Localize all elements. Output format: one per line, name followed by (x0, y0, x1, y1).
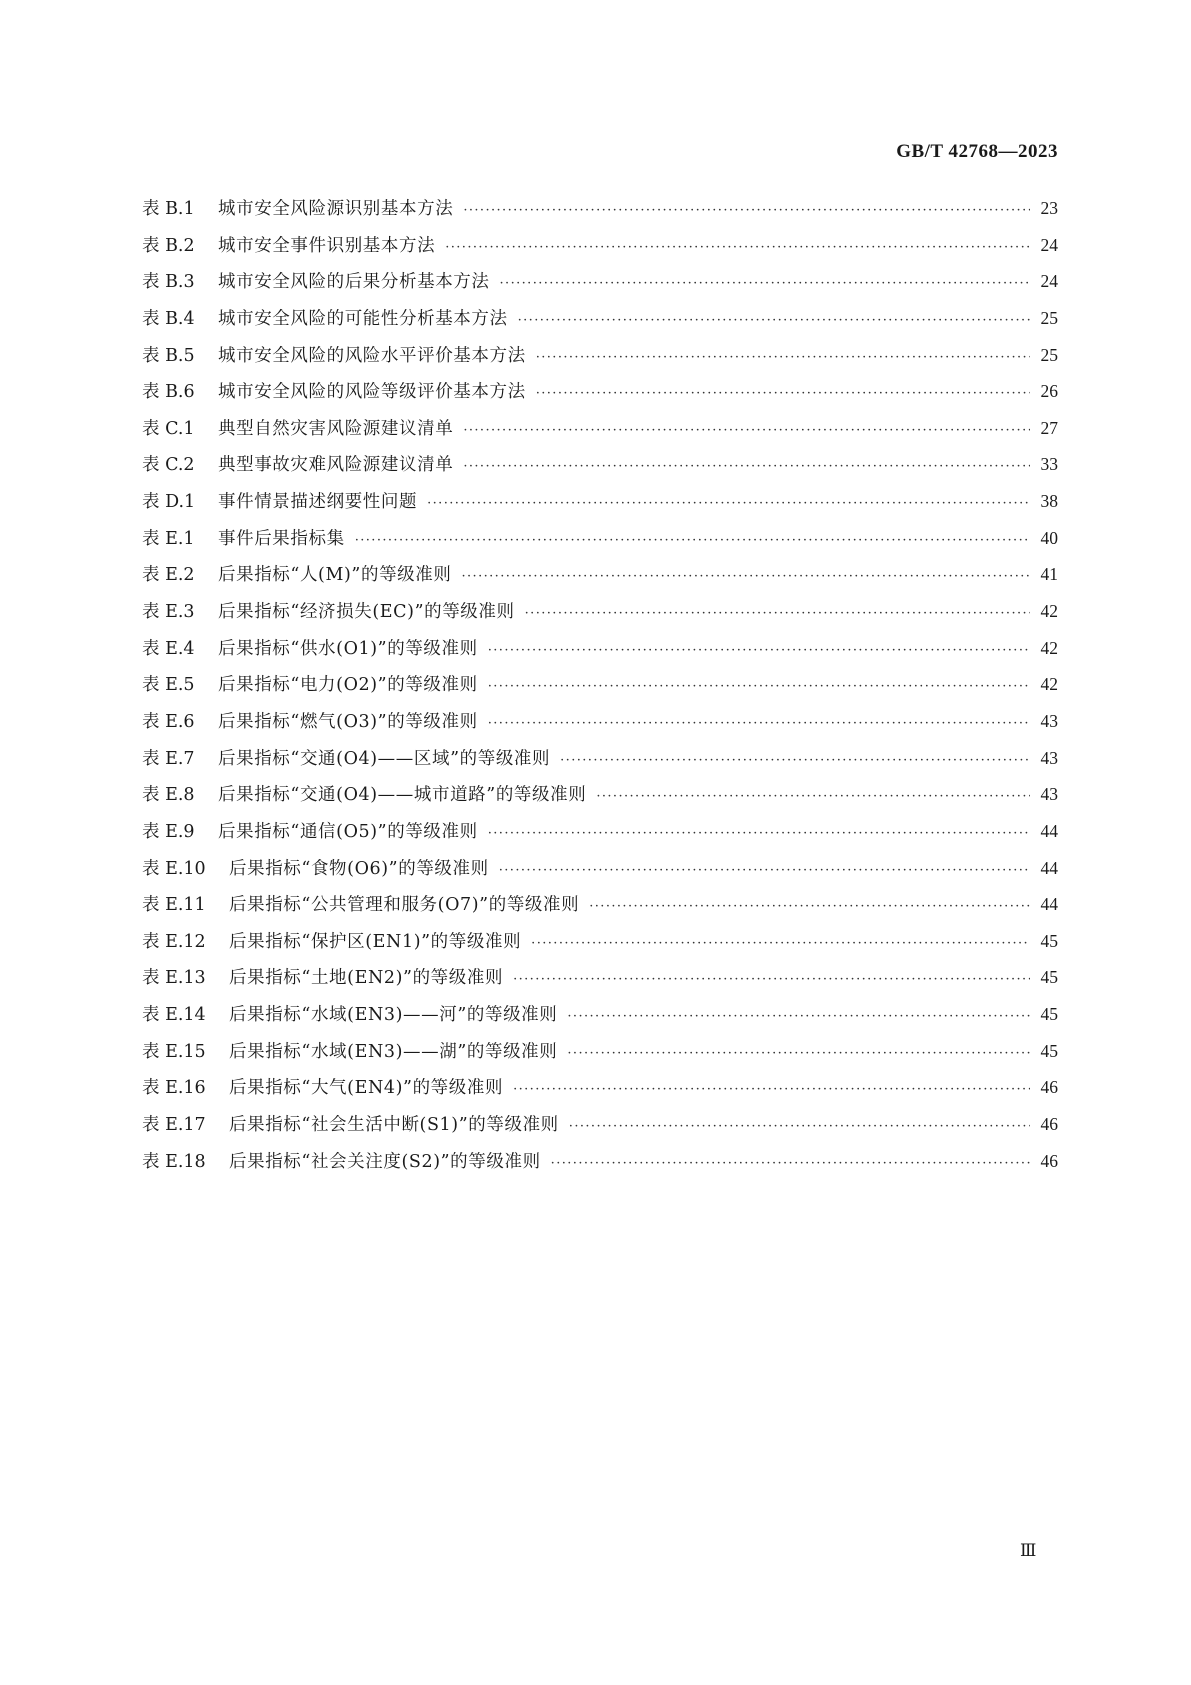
toc-entry-title: 后果指标“水域(EN3)——河”的等级准则 (229, 1005, 558, 1026)
toc-entry-number: 表 E.9 (142, 821, 195, 842)
toc-entry-title: 城市安全风险源识别基本方法 (218, 199, 454, 219)
toc-entry-page: 25 (1040, 344, 1058, 365)
toc-entry-number: 表 D.1 (142, 492, 196, 513)
dot-leader (500, 266, 1031, 303)
toc-entry-number: 表 B.4 (142, 308, 195, 329)
toc-entry[interactable] (142, 483, 1058, 520)
toc-entry-title: 后果指标“水域(EN3)——湖”的等级准则 (229, 1041, 558, 1062)
toc-entry-title: 后果指标“社会关注度(S2)”的等级准则 (229, 1151, 541, 1172)
toc-entry[interactable] (142, 1143, 1058, 1180)
toc-entry[interactable] (142, 593, 1058, 630)
toc-entry-number: 表 B.3 (142, 272, 195, 293)
toc-entry-number: 表 B.1 (142, 199, 195, 219)
toc-entry-title: 城市安全风险的风险等级评价基本方法 (218, 382, 526, 403)
toc-entry[interactable] (142, 1106, 1058, 1143)
toc-entry-page: 44 (1040, 857, 1058, 878)
dot-leader (499, 853, 1030, 890)
toc-entry-page: 42 (1040, 637, 1058, 658)
toc-entry-title: 城市安全事件识别基本方法 (218, 235, 436, 256)
toc-entry-page: 26 (1040, 381, 1058, 402)
toc-entry-title: 后果指标“人(M)”的等级准则 (218, 565, 452, 586)
toc-entry-title: 事件后果指标集 (218, 528, 345, 549)
toc-entry[interactable] (142, 337, 1058, 374)
toc-entry[interactable] (142, 410, 1058, 447)
toc-entry-page: 43 (1040, 747, 1058, 768)
toc-entry-title: 后果指标“电力(O2)”的等级准则 (218, 675, 478, 696)
toc-entry-title: 后果指标“通信(O5)”的等级准则 (218, 821, 478, 842)
dot-leader (569, 1109, 1030, 1146)
toc-entry-page: 45 (1040, 1040, 1058, 1061)
dot-leader (518, 303, 1030, 340)
dot-leader (560, 743, 1030, 780)
toc-entry-page: 38 (1040, 491, 1058, 512)
toc-entry-number: 表 E.17 (142, 1115, 206, 1136)
toc-entry-title: 典型事故灾难风险源建议清单 (218, 455, 454, 476)
toc-entry[interactable] (142, 190, 1058, 227)
toc-entry-title: 后果指标“土地(EN2)”的等级准则 (229, 968, 504, 989)
dot-leader (589, 889, 1030, 926)
toc-entry-page: 25 (1040, 307, 1058, 328)
toc-entry-number: 表 E.10 (142, 858, 206, 879)
toc-entry[interactable] (142, 373, 1058, 410)
toc-entry-number: 表 E.6 (142, 711, 195, 732)
toc-entry[interactable] (142, 996, 1058, 1033)
dot-leader (567, 999, 1030, 1036)
dot-leader (596, 779, 1030, 816)
toc-entry-page: 40 (1040, 527, 1058, 548)
dot-leader (445, 230, 1030, 267)
toc-entry-number: 表 C.2 (142, 455, 195, 476)
toc-entry-page: 42 (1040, 674, 1058, 695)
toc-entry-title: 城市安全风险的可能性分析基本方法 (218, 308, 508, 329)
toc-entry-number: 表 C.1 (142, 418, 195, 439)
dot-leader (513, 962, 1030, 999)
toc-entry-number: 表 B.6 (142, 382, 195, 403)
toc-entry-title: 后果指标“供水(O1)”的等级准则 (218, 638, 478, 659)
toc-entry-page: 45 (1040, 930, 1058, 951)
toc-entry-number: 表 B.5 (142, 345, 195, 366)
toc-entry-title: 后果指标“大气(EN4)”的等级准则 (229, 1078, 504, 1099)
toc-entry-page: 45 (1040, 1004, 1058, 1025)
toc-entry-page: 43 (1040, 710, 1058, 731)
toc-entry-title: 后果指标“交通(O4)——城市道路”的等级准则 (218, 785, 587, 806)
dot-leader (525, 596, 1030, 633)
toc-entry[interactable] (142, 1069, 1058, 1106)
dot-leader (531, 926, 1030, 963)
toc-entry[interactable] (142, 520, 1058, 557)
dot-leader (488, 633, 1030, 670)
toc-entry-number: 表 E.11 (142, 895, 206, 916)
toc-entry-title: 后果指标“社会生活中断(S1)”的等级准则 (229, 1115, 559, 1136)
toc-entry-title: 后果指标“保护区(EN1)”的等级准则 (229, 931, 522, 952)
dot-leader (463, 413, 1030, 450)
dot-leader (551, 1146, 1030, 1183)
dot-leader (536, 340, 1030, 377)
toc-entry[interactable] (142, 703, 1058, 740)
toc-entry[interactable] (142, 263, 1058, 300)
toc-entry-number: 表 E.16 (142, 1078, 206, 1099)
toc-entry[interactable] (142, 776, 1058, 813)
toc-entry-number: 表 E.8 (142, 785, 195, 806)
dot-leader (488, 816, 1030, 853)
document-code: GB/T 42768—2023 (896, 141, 1058, 162)
toc-entry-title: 后果指标“燃气(O3)”的等级准则 (218, 711, 478, 732)
toc-entry-page: 42 (1040, 601, 1058, 622)
toc-entry[interactable] (142, 630, 1058, 667)
toc-entry[interactable] (142, 740, 1058, 777)
toc-entry[interactable] (142, 813, 1058, 850)
toc-entry-page: 46 (1040, 1114, 1058, 1135)
toc-entry-title: 后果指标“公共管理和服务(O7)”的等级准则 (229, 895, 580, 916)
toc-entry-title: 城市安全风险的后果分析基本方法 (218, 272, 490, 293)
toc-entry-page: 43 (1040, 784, 1058, 805)
toc-entry-number: 表 E.14 (142, 1005, 206, 1026)
toc-entry[interactable] (142, 886, 1058, 923)
toc-entry-number: 表 E.18 (142, 1151, 206, 1172)
toc-entry-number: 表 E.7 (142, 748, 195, 769)
table-of-tables (142, 190, 1058, 1179)
toc-entry-page: 24 (1040, 271, 1058, 292)
toc-entry[interactable] (142, 556, 1058, 593)
toc-entry[interactable] (142, 227, 1058, 264)
dot-leader (513, 1072, 1030, 1109)
toc-entry-page: 27 (1040, 417, 1058, 438)
dot-leader (536, 376, 1030, 413)
toc-entry-number: 表 E.13 (142, 968, 206, 989)
toc-entry-page: 44 (1040, 894, 1058, 915)
toc-entry-number: 表 E.2 (142, 565, 195, 586)
toc-entry-number: 表 E.12 (142, 931, 206, 952)
toc-entry[interactable] (142, 666, 1058, 703)
toc-entry-page: 23 (1040, 198, 1058, 218)
toc-entry-title: 事件情景描述纲要性问题 (218, 492, 418, 513)
toc-entry-title: 城市安全风险的风险水平评价基本方法 (218, 345, 526, 366)
toc-entry-title: 后果指标“经济损失(EC)”的等级准则 (218, 602, 515, 623)
toc-entry-page: 41 (1040, 564, 1058, 585)
toc-entry[interactable] (142, 446, 1058, 483)
toc-entry[interactable] (142, 923, 1058, 960)
toc-entry-number: 表 E.1 (142, 528, 195, 549)
toc-entry-title: 后果指标“交通(O4)——区域”的等级准则 (218, 748, 551, 769)
toc-entry-number: 表 B.2 (142, 235, 195, 256)
dot-leader (488, 669, 1030, 706)
dot-leader (567, 1036, 1030, 1073)
toc-entry-number: 表 E.5 (142, 675, 195, 696)
toc-entry[interactable] (142, 850, 1058, 887)
toc-entry[interactable] (142, 1033, 1058, 1070)
dot-leader (461, 559, 1030, 596)
toc-entry-page: 45 (1040, 967, 1058, 988)
toc-entry-page: 46 (1040, 1077, 1058, 1098)
toc-entry-title: 典型自然灾害风险源建议清单 (218, 418, 454, 439)
toc-entry-page: 33 (1040, 454, 1058, 475)
toc-entry[interactable] (142, 959, 1058, 996)
toc-entry-page: 24 (1040, 234, 1058, 255)
toc-entry-page: 46 (1040, 1150, 1058, 1171)
dot-leader (463, 193, 1030, 230)
toc-entry[interactable] (142, 300, 1058, 337)
dot-leader (355, 523, 1030, 560)
dot-leader (463, 449, 1030, 486)
toc-entry-number: 表 E.15 (142, 1041, 206, 1062)
dot-leader (488, 706, 1030, 743)
toc-entry-number: 表 E.4 (142, 638, 195, 659)
toc-entry-page: 44 (1040, 820, 1058, 841)
page-number: Ⅲ (1020, 1541, 1037, 1560)
toc-entry-number: 表 E.3 (142, 602, 195, 623)
dot-leader (427, 486, 1030, 523)
toc-entry-title: 后果指标“食物(O6)”的等级准则 (229, 858, 489, 879)
